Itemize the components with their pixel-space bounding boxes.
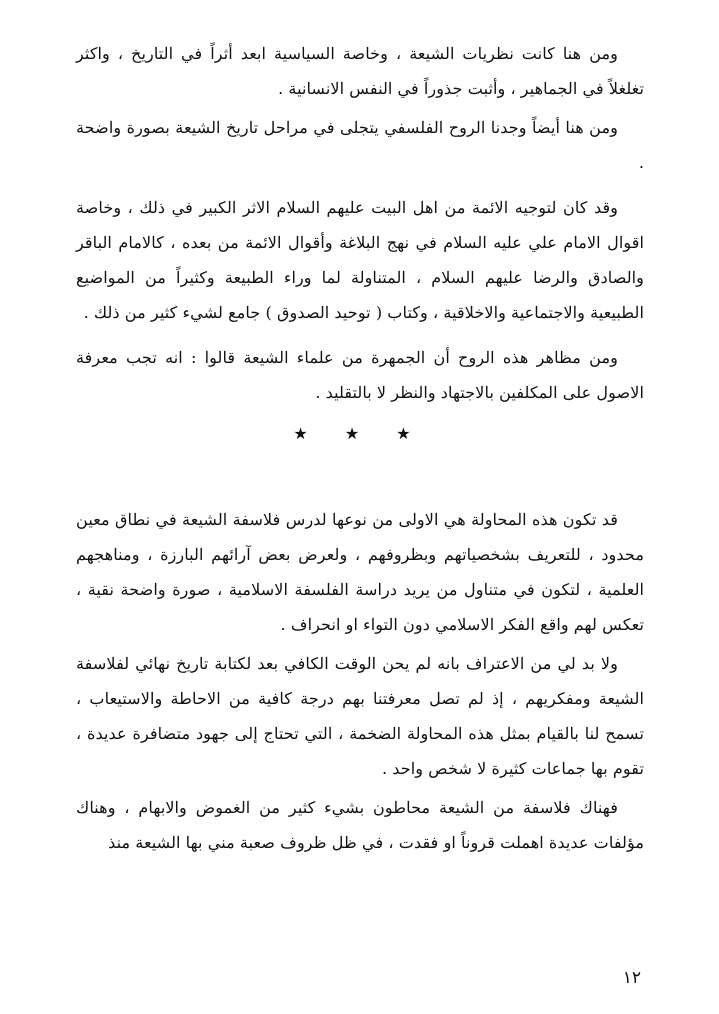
paragraph-5: قد تكون هذه المحاولة هي الاولى من نوعها لدرس فلاسفة الشيعة في نطاق معين محدود ، للتعريف بشخصياتهم وبظروفهم ، ولعرض بعض آرائهم البارزة ، ومناهجهم العلمية ، لتكون في متناول من يريد دراسة الفلسفة الاسلامية ، صورة واضحة نقية ، تعكس لهم واقع الفكر الاسلامي دون التواء او انحراف . [76,510,644,634]
paragraph-1: ومن هنا كانت نظريات الشيعة ، وخاصة السياسية ابعد أثراً في التاريخ ، واكثر تغلغلاً في الجماهير ، وأثبت جذوراً في النفس الانسانية . [76,44,644,98]
page-number: ١٢ [622,968,641,988]
paragraph-3: وقد كان لتوجيه الائمة من اهل البيت عليهم السلام الاثر الكبير في ذلك ، وخاصة اقوال الامام علي عليه السلام في نهج البلاغة وأقوال الائمة من بعده ، كالامام الباقر والصادق والرضا عليهم السلام ، المتناولة لما وراء الطبيعة وكثيراً من المواضيع الطبيعية والاجتماعية والاخلاقية ، وكتاب ( توحيد الصدوق ) جامع لشيء كثير من ذلك . [76,198,644,322]
paragraph-2: ومن هنا أيضاً وجدنا الروح الفلسفي يتجلى في مراحل تاريخ الشيعة بصورة واضحة . [76,118,644,172]
paragraph-4: ومن مظاهر هذه الروح أن الجمهرة من علماء الشيعة قالوا : انه تجب معرفة الاصول على المكلفين بالاجتهاد والنظر لا بالتقليد . [76,348,644,402]
paragraph-6: ولا بد لي من الاعتراف بانه لم يحن الوقت الكافي بعد لكتابة تاريخ نهائي لفلاسفة الشيعة ومفكريهم ، إذ لم تصل معرفتنا بهم درجة كافية من الاحاطة والاستيعاب ، تسمح لنا بالقيام بمثل هذه المحاولة الضخمة ، التي تحتاج إلى جهود متضافرة عديدة ، تقوم بها جماعات كثيرة لا شخص واحد . [76,654,644,778]
section-separator: ★ ★ ★ [293,424,427,443]
page-body [76,36,644,860]
paragraph-7: فهناك فلاسفة من الشيعة محاطون بشيء كثير من الغموض والابهام ، وهناك مؤلفات عديدة اهملت قروناً او فقدت ، في ظل ظروف صعبة مني بها الشيعة منذ [76,798,644,852]
